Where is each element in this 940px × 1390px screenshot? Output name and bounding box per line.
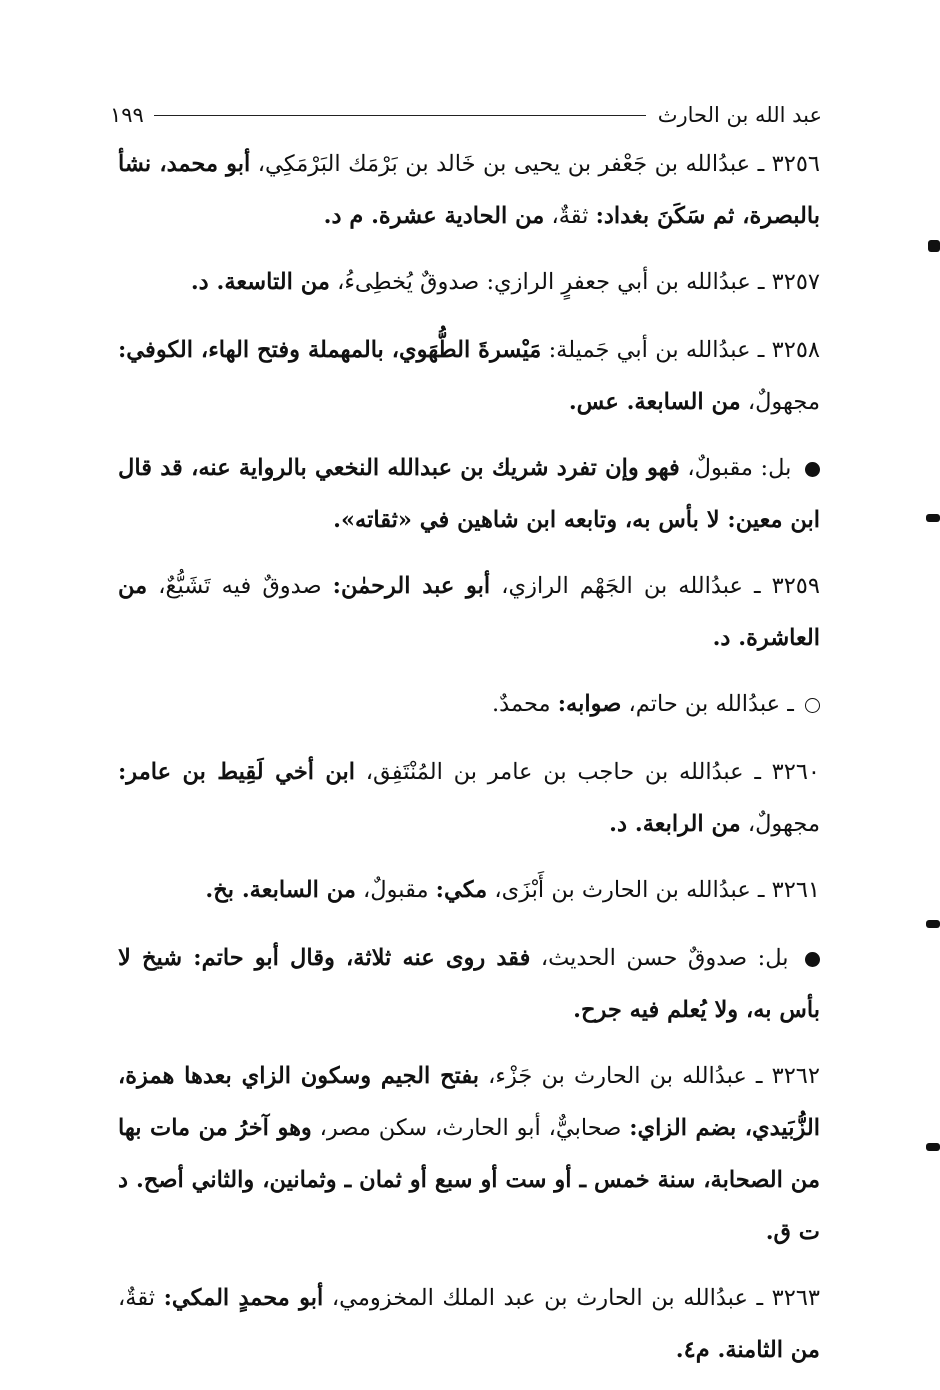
entry-3263 bbox=[118, 1272, 820, 1376]
entry-3256 bbox=[118, 138, 820, 242]
entry-grade: صدوقٌ فيه تَشَيُّعٌ، bbox=[158, 573, 322, 599]
comment-lead: بل: bbox=[760, 455, 792, 481]
note-text: ـ عبدُالله بن حاتم، bbox=[628, 691, 794, 717]
comment-text: فهو وإن تفرد شريك بن عبدالله النخعي بالرواية عنه، قد قال ابن معين: لا بأس به، وتابعه ابن شاهين في «ثقاته». bbox=[118, 455, 820, 533]
entry-number: ٣٢٦١ bbox=[771, 877, 820, 903]
entry-bold: أبو محمدٍ المكي: bbox=[163, 1285, 324, 1311]
entry-3261 bbox=[118, 864, 820, 916]
bullet-icon bbox=[805, 952, 820, 967]
entry-bold: أبو عبد الرحمٰن: bbox=[332, 573, 491, 599]
header-rule bbox=[154, 115, 646, 116]
entry-tabaqa: من السابعة. عس. bbox=[568, 389, 741, 415]
entry-tabaqa: من الثامنة. م٤. bbox=[675, 1337, 820, 1363]
scan-edge-mark bbox=[926, 1143, 940, 1151]
entry-3260 bbox=[118, 746, 820, 850]
entry-grade: مجهولٌ، bbox=[747, 811, 820, 837]
scan-edge-mark bbox=[926, 514, 940, 522]
note-hatim bbox=[118, 678, 820, 730]
entry-3262 bbox=[118, 1050, 820, 1258]
comment-3261 bbox=[118, 932, 820, 1036]
entry-bold: مكي: bbox=[435, 877, 488, 903]
entry-text: ـ عبدُالله بن الحارث بن عبد الملك المخزومي، bbox=[331, 1285, 764, 1311]
entry-number: ٣٢٥٨ bbox=[771, 337, 820, 363]
entry-number: ٣٢٥٦ bbox=[771, 151, 821, 177]
entry-text: ـ عبدُالله بن الحارث بن أَبْزَى، bbox=[494, 877, 765, 903]
entry-number: ٣٢٦٠ bbox=[771, 759, 821, 785]
comment-grade: مقبولٌ، bbox=[687, 455, 753, 481]
entry-text: ـ عبدُالله بن الحارث بن جَزْء، bbox=[488, 1063, 763, 1089]
entry-number: ٣٢٥٧ bbox=[771, 269, 820, 295]
entry-grade: ثقةٌ، bbox=[118, 1285, 155, 1311]
entry-text: ـ عبدُالله بن الجَهْم الرازي، bbox=[501, 573, 761, 599]
running-header bbox=[110, 98, 822, 132]
entry-tabaqa: من السابعة. بخ. bbox=[205, 877, 356, 903]
entry-tabaqa: من التاسعة. د. bbox=[190, 269, 330, 295]
entry-bold: مَيْسرةَ الطُّهَوي، بالمهملة وفتح الهاء، الكوفي: bbox=[118, 337, 542, 363]
entry-bold: بفتح الجيم وسكون الزاي بعدها همزة، الزُّبَيدي، بضم الزاي: bbox=[118, 1063, 820, 1141]
scan-edge-mark bbox=[926, 920, 940, 928]
entry-number: ٣٢٦٢ bbox=[771, 1063, 820, 1089]
comment-text: فقد روى عنه ثلاثة، وقال أبو حاتم: شيخ لا بأس به، ولا يُعلم فيه جرح. bbox=[118, 945, 820, 1023]
entry-grade: صحابيٌّ، أبو الحارث، سكن مصر، bbox=[319, 1115, 622, 1141]
comment-3258 bbox=[118, 442, 820, 546]
running-title: عبد الله بن الحارث bbox=[657, 103, 822, 127]
bullet-icon bbox=[805, 462, 820, 477]
entry-tabaqa: وهو آخرُ من مات بها من الصحابة، سنة خمس ـ أو ست أو سبع أو ثمان ـ وثمانين، والثاني أصح. د ت ق. bbox=[118, 1115, 820, 1245]
entry-tabaqa: من الرابعة. د. bbox=[609, 811, 741, 837]
entry-text: ـ عبدُالله بن جَعْفر بن يحيى بن خَالد بن بَرْمَك البَرْمَكِي، bbox=[257, 151, 765, 177]
entry-number: ٣٢٦٣ bbox=[771, 1285, 820, 1311]
entry-3258 bbox=[118, 324, 820, 428]
entry-grade: ثقةٌ، bbox=[551, 203, 589, 229]
entry-text: ـ عبدُالله بن حاجب بن عامر بن المُنْتَفِق، bbox=[365, 759, 761, 785]
entry-number: ٣٢٥٩ bbox=[771, 573, 820, 599]
comment-lead: بل: bbox=[757, 945, 789, 971]
comment-grade: صدوقٌ حسن الحديث، bbox=[540, 945, 748, 971]
circle-marker-icon bbox=[805, 698, 820, 713]
entries-body bbox=[118, 138, 820, 1390]
note-bold: صوابه: bbox=[557, 691, 622, 717]
entry-grade: مقبولٌ، bbox=[363, 877, 429, 903]
entry-text: ـ عبدُالله بن أبي جَميلة: bbox=[548, 337, 765, 363]
scan-edge-mark bbox=[928, 240, 940, 252]
entry-3259 bbox=[118, 560, 820, 664]
entry-tabaqa: من العاشرة. د. bbox=[118, 573, 820, 651]
entry-grade: مجهولٌ، bbox=[747, 389, 820, 415]
entry-bold: ابن أخي لَقِيط بن عامر: bbox=[118, 759, 356, 785]
note-tail: محمدٌ. bbox=[492, 691, 551, 717]
page-number: ١٩٩ bbox=[110, 103, 144, 127]
entry-tabaqa: من الحادية عشرة. م د. bbox=[323, 203, 545, 229]
entry-bold: أبو محمد، نشأ بالبصرة، ثم سَكَنَ بغداد: bbox=[118, 151, 820, 229]
entry-3257 bbox=[118, 256, 820, 308]
entry-text: ـ عبدُالله بن أبي جعفرٍ الرازي: صدوقٌ يُخطِىءُ، bbox=[337, 269, 765, 295]
